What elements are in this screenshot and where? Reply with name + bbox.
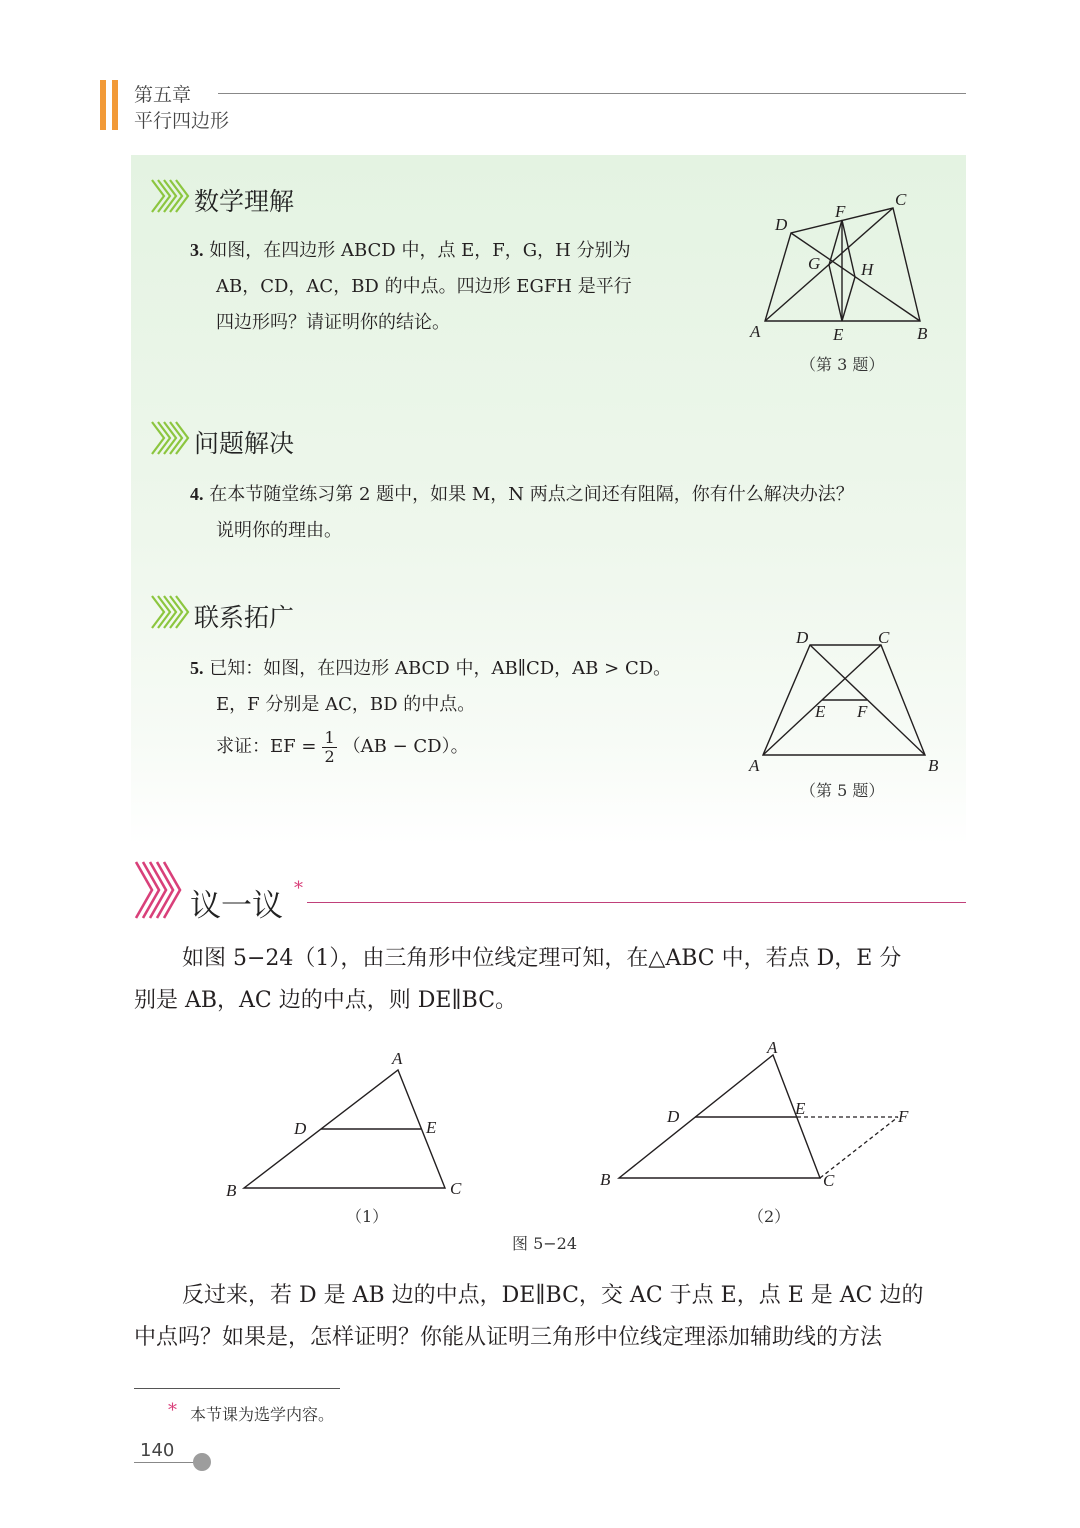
point-label: G xyxy=(808,254,821,273)
problem-number: 3. xyxy=(190,240,204,260)
point-label: A xyxy=(392,1049,403,1068)
point-label: F xyxy=(835,202,846,221)
figure-5-24-1 xyxy=(220,1040,470,1205)
header-rule xyxy=(218,93,966,94)
figure-caption: （1） xyxy=(346,1207,389,1226)
page-number: 140 xyxy=(140,1440,175,1461)
point-label: D xyxy=(796,628,809,647)
chapter-number: 第五章 xyxy=(134,84,192,106)
point-label: B xyxy=(600,1170,611,1189)
point-label: A xyxy=(767,1038,778,1057)
section-title-extension: 联系拓广 xyxy=(194,603,295,632)
point-label: A xyxy=(749,756,760,775)
problem-4 xyxy=(190,476,950,549)
fraction-denominator: 2 xyxy=(324,746,335,766)
point-label: C xyxy=(450,1179,462,1198)
problem-number: 4. xyxy=(190,484,204,504)
page-dot xyxy=(193,1453,211,1471)
discuss-star: * xyxy=(294,878,303,899)
point-label: D xyxy=(294,1119,307,1138)
figure-caption: （第 3 题） xyxy=(800,355,885,374)
problem-5 xyxy=(190,650,750,771)
point-label: D xyxy=(775,215,788,234)
figure-caption-main: 图 5−24 xyxy=(512,1234,578,1253)
figure-problem-5 xyxy=(745,625,945,775)
chapter-marker-bar xyxy=(112,80,118,130)
chevron-arrows-icon xyxy=(150,594,190,630)
point-label: H xyxy=(861,260,874,279)
point-label: C xyxy=(823,1171,835,1190)
problem-text: 在本节随堂练习第 2 题中，如果 M，N 两点之间还有阻隔，你有什么解决办法？ xyxy=(209,484,854,505)
point-label: B xyxy=(928,756,939,775)
problem-text: 四边形吗？请证明你的结论。 xyxy=(216,312,450,333)
point-label: D xyxy=(667,1107,680,1126)
problem-text: 已知：如图，在四边形 ABCD 中，AB∥CD，AB > CD。 xyxy=(209,658,672,679)
section-title-problem-solving: 问题解决 xyxy=(194,429,295,458)
paragraph-line: 别是 AB，AC 边的中点，则 DE∥BC。 xyxy=(134,988,518,1013)
point-label: C xyxy=(878,628,890,647)
prove-prefix: 求证：EF = xyxy=(216,736,317,757)
chapter-title: 平行四边形 xyxy=(134,110,230,132)
chevron-arrows-icon xyxy=(150,420,190,456)
figure-problem-3 xyxy=(745,185,945,350)
chevron-arrows-icon xyxy=(134,860,186,920)
problem-text: AB，CD，AC，BD 的中点。四边形 EGFH 是平行 xyxy=(216,276,632,297)
section-title-understanding: 数学理解 xyxy=(194,187,295,216)
figure-caption: （第 5 题） xyxy=(800,781,885,800)
figure-caption: （2） xyxy=(748,1207,791,1226)
figure-5-24-2 xyxy=(595,1035,925,1195)
chapter-marker-bar xyxy=(100,80,106,130)
problem-number: 5. xyxy=(190,658,204,678)
footnote-text: 本节课为选学内容。 xyxy=(190,1405,335,1424)
paragraph-line: 如图 5−24（1），由三角形中位线定理可知，在△ABC 中，若点 D，E 分 xyxy=(182,946,902,971)
problem-text: E，F 分别是 AC，BD 的中点。 xyxy=(216,694,476,715)
problem-text: 说明你的理由。 xyxy=(216,520,342,541)
point-label: E xyxy=(426,1118,437,1137)
paragraph-line: 中点吗？如果是，怎样证明？你能从证明三角形中位线定理添加辅助线的方法 xyxy=(134,1325,883,1350)
point-label: E xyxy=(833,325,844,344)
discuss-paragraph-1 xyxy=(134,938,974,1022)
point-label: F xyxy=(898,1107,909,1126)
point-label: E xyxy=(815,702,826,721)
prove-suffix: （AB − CD）。 xyxy=(342,736,469,757)
problem-text: 如图，在四边形 ABCD 中，点 E，F，G，H 分别为 xyxy=(209,240,631,261)
paragraph-line: 反过来，若 D 是 AB 边的中点，DE∥BC，交 AC 于点 E，点 E 是 AC 边的 xyxy=(182,1283,924,1308)
chevron-arrows-icon xyxy=(150,178,190,214)
footnote-mark: * xyxy=(168,1400,177,1421)
discuss-title: 议一议 xyxy=(190,888,283,924)
point-label: B xyxy=(917,324,928,343)
point-label: C xyxy=(895,190,907,209)
point-label: B xyxy=(226,1181,237,1200)
fraction-numerator: 1 xyxy=(324,727,335,747)
page-number-rule xyxy=(134,1462,196,1463)
discuss-rule xyxy=(307,902,966,903)
point-label: F xyxy=(857,702,868,721)
fraction xyxy=(322,729,336,766)
problem-3 xyxy=(190,232,710,341)
point-label: E xyxy=(795,1099,806,1118)
prove-statement xyxy=(190,723,750,771)
footnote-rule xyxy=(134,1388,340,1389)
point-label: A xyxy=(750,322,761,341)
discuss-paragraph-2 xyxy=(134,1275,974,1359)
